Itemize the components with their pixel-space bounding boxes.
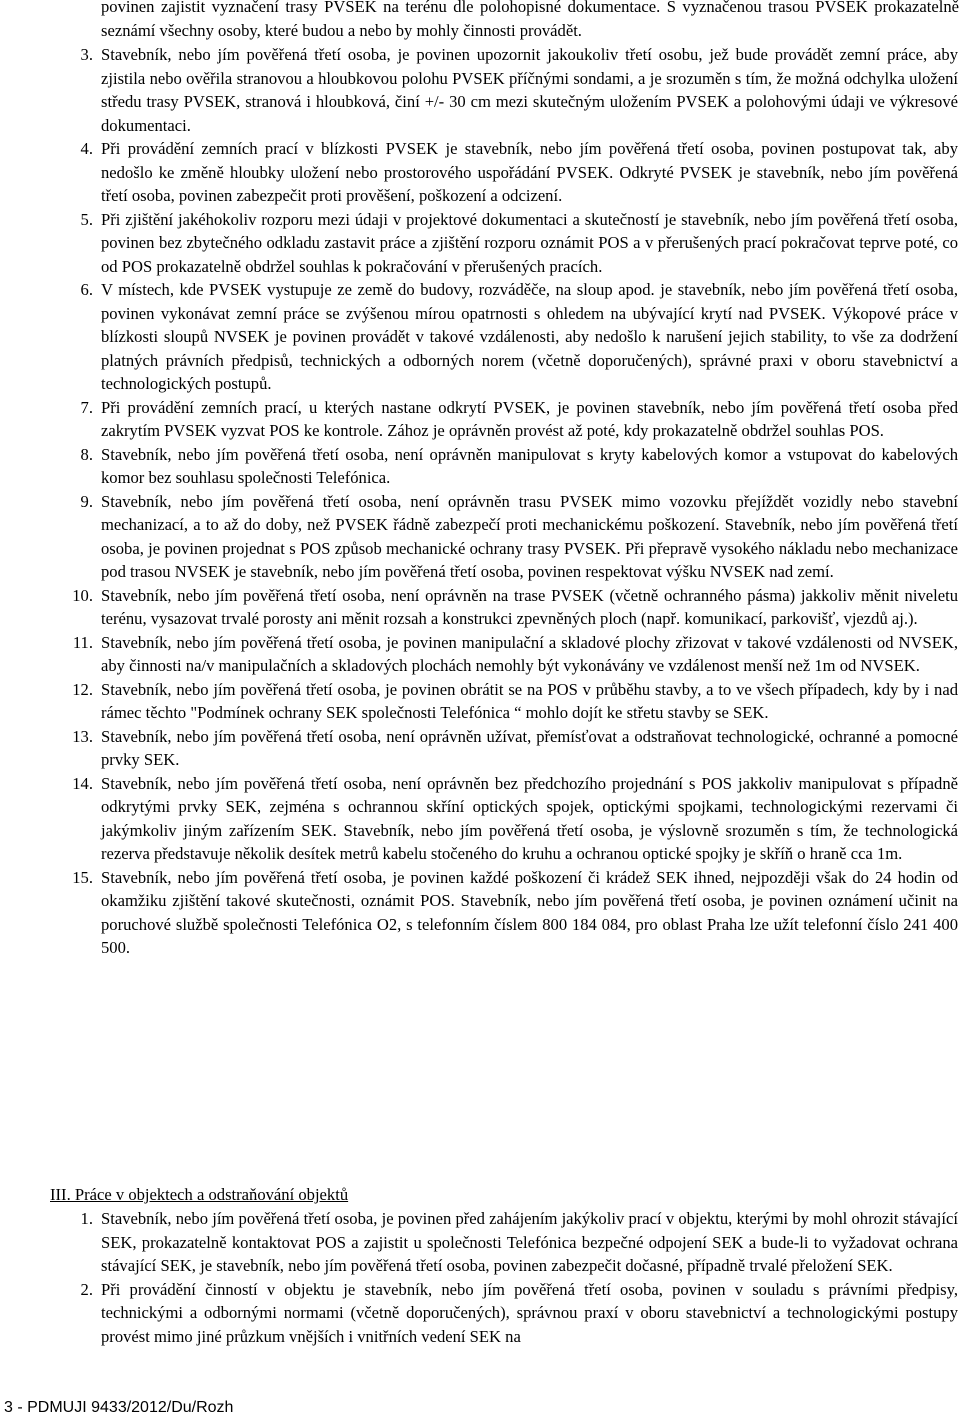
- list-item: [0, 1207, 958, 1278]
- list-item: [0, 1278, 958, 1349]
- list-item-number: 8.: [80, 444, 93, 464]
- list-item: [0, 866, 958, 960]
- list-item: [0, 396, 958, 443]
- list-item: [0, 631, 958, 678]
- list-item-text: V místech, kde PVSEK vystupuje ze země do budovy, rozváděče, na sloup apod. je stavebník, nebo jím pověřená třetí osoba, povinen vykonávat zemní práce se zvýšenou mírou opatrnosti s ohledem na ubývající krytí nad PVSEK. Výkopové práce v blízkosti sloupů NVSEK je povinen provádět v takové vzdálenosti, aby nedošlo k narušení jejich stability, to vše za dodržení platných právních předpisů, technických a odborných norem (včetně doporučených), správné praxi v oboru stavebnictví a technologických postupů.: [101, 280, 958, 393]
- list-item-text: Stavebník, nebo jím pověřená třetí osoba, je povinen každé poškození či krádež SEK ihned, nejpozději však do 24 hodin od okamžiku zjištění takové skutečnosti, oznámit POS. Stavebník, nebo jím pověřená třetí osoba, je povinen oznámení učinit na poruchové službě společnosti Telefónica O2, s telefonním číslem 800 184 084, pro oblast Praha lze užít telefonní číslo 241 400 500.: [101, 867, 958, 957]
- list-item-text: Při provádění zemních prací, u kterých nastane odkrytí PVSEK, je povinen stavebník, nebo jím pověřená třetí osoba před zakrytím PVSEK vyzvat POS ke kontrole. Zához je oprávněn provést až poté, kdy prokazatelně obdržel souhlas POS.: [101, 397, 958, 440]
- list-item: [0, 208, 958, 279]
- list-item-text: Stavebník, nebo jím pověřená třetí osoba, je povinen před zahájením jakýkoliv prací v objektu, kterými by mohl ohrozit stávající SEK, prokazatelně kontaktovat POS a zajistit u společnosti Telefónica bezpečné odpojení SEK a bude-li to vyžadovat ochrana stávající SEK, je stavebník, nebo jím pověřená třetí osoba, povinen zabezpečit dočasné, případně trvalé přeložení SEK.: [101, 1209, 958, 1275]
- list-item: [0, 137, 958, 208]
- list-item-text: Stavebník, nebo jím pověřená třetí osoba, je povinen obrátit se na POS v průběhu stavby, a to ve všech případech, kdy by i nad rámec těchto "Podmínek ochrany SEK společnosti Telefónica “ mohlo dojít ke střetu stavby se SEK.: [101, 679, 958, 722]
- list-item-text: Stavebník, nebo jím pověřená třetí osoba, není oprávněn na trase PVSEK (včetně ochranného pásma) jakkoliv měnit niveletu terénu, vysazovat trvalé porosty ani měnit rozsah a konstrukci zpevněných ploch (např. komunikací, parkovišť, vjezdů aj.).: [101, 585, 958, 628]
- list-item: [0, 725, 958, 772]
- list-item-number: 2.: [80, 1279, 93, 1299]
- list-item-text: Stavebník, nebo jím pověřená třetí osoba, je povinen upozornit jakoukoliv třetí osobu, jež bude provádět zemní práce, aby zjistila nebo ověřila stranovou a hloubkovou polohu PVSEK příčnými sondami, a je srozuměn s tím, že možná odchylka uložení středu trasy PVSEK, stranová i hloubková, činí +/- 30 cm mezi skutečným uložením PVSEK a polohovými údaji ve výkresové dokumentaci.: [101, 45, 958, 135]
- list-item: [0, 678, 958, 725]
- list-item-number: 13.: [72, 726, 93, 746]
- list-item-number: 10.: [72, 585, 93, 605]
- list-item: [0, 443, 958, 490]
- list-item-text: Stavebník, nebo jím pověřená třetí osoba, není oprávněn užívat, přemísťovat a odstraňovat technologické, ochranné a pomocné prvky SEK.: [101, 726, 958, 769]
- list-item-text: Stavebník, nebo jím pověřená třetí osoba, je povinen manipulační a skladové plochy zřizovat v takové vzdálenosti od NVSEK, aby činnosti na/v manipulačních a skladových plochách nemohly být vykonávány ve vzdálenost menší než 1m od NVSEK.: [101, 632, 958, 675]
- section-heading: III. Práce v objektech a odstraňování objektů: [50, 1185, 349, 1204]
- intro-paragraph: povinen zajistit vyznačení trasy PVSEK na terénu dle polohopisné dokumentace. S vyznačenou trasou PVSEK prokazatelně seznámí všechny osoby, které budou a nebo by mohly činnosti provádět.: [101, 0, 959, 40]
- list-item: [0, 490, 958, 584]
- list-item-number: 15.: [72, 867, 93, 887]
- list-item-text: Při provádění zemních prací v blízkosti PVSEK je stavebník, nebo jím pověřená třetí osoba, povinen postupovat tak, aby nedošlo ke změně hloubky uložení nebo prostorového uspořádání PVSEK. Odkryté PVSEK je stavebník, nebo jím pověřená třetí osoba, povinen zabezpečit proti prověšení, poškození a odcizení.: [101, 139, 958, 205]
- list-item-text: Při zjištění jakéhokoliv rozporu mezi údaji v projektové dokumentaci a skutečností je stavebník, nebo jím pověřená třetí osoba, povinen bez zbytečného odkladu zastavit práce a zjištění rozporu oznámit POS a v přerušených prací pokračovat teprve poté, co od POS prokazatelně obdržel souhlas k pokračování v přerušených pracích.: [101, 209, 958, 276]
- list-item: [0, 43, 958, 137]
- list-item-text: Stavebník, nebo jím pověřená třetí osoba, není oprávněn manipulovat s kryty kabelových komor a vstupovat do kabelových komor bez souhlasu společnosti Telefónica.: [101, 444, 958, 487]
- list-item-number: 11.: [72, 632, 93, 652]
- list-item-number: 14.: [72, 773, 93, 793]
- list-item-text: Stavebník, nebo jím pověřená třetí osoba, není oprávněn trasu PVSEK mimo vozovku přejíždět vozidly nebo stavební mechanizací, a to až do doby, než PVSEK řádně zabezpečí proti mechanickému poškození. Stavebník, nebo jím pověřená třetí osoba, je povinen projednat s POS způsob mechanické ochrany trasy PVSEK. Při přepravě vysokého nákladu nebo mechanizace pod trasou NVSEK je stavebník, nebo jím pověřená třetí osoba, povinen respektovat výšku NVSEK nad zemí.: [101, 491, 958, 581]
- page-footer: 3 - PDMUJI 9433/2012/Du/Rozh: [4, 1399, 234, 1416]
- list-item: [0, 278, 958, 396]
- list-item-number: 9.: [80, 491, 93, 511]
- list-item-number: 4.: [80, 139, 93, 158]
- list-item-text: Stavebník, nebo jím pověřená třetí osoba, není oprávněn bez předchozího projednání s POS jakkoliv manipulovat s případně odkrytými prvky SEK, zejména s ochrannou skříní optických spojek, optickými spojkami, technologickými rezervami či jakýmkoliv jiným zařízením SEK. Stavebník, nebo jím pověřená třetí osoba, je výslovně srozuměn s tím, že technologická rezerva představuje několik desítek metrů kabelu stočeného do kruhu a ochranou optické spojky je skříň o hraně cca 1m.: [101, 773, 958, 863]
- list-item-text: Při provádění činností v objektu je stavebník, nebo jím pověřená třetí osoba, povinen v souladu s právními předpisy, technickými a odbornými normami (včetně doporučených), správnou praxí v oboru stavebnictví a technologickými postupy provést mimo jiné průzkum vnějších i vnitřních vedení SEK na: [101, 1279, 958, 1346]
- section-numbered-list: [0, 1207, 958, 1348]
- list-item-number: 3.: [80, 45, 93, 64]
- list-item-number: 5.: [80, 209, 93, 229]
- list-item: [0, 584, 958, 631]
- list-item-number: 1.: [80, 1209, 93, 1228]
- list-item-number: 12.: [72, 679, 93, 699]
- numbered-list: [0, 43, 958, 960]
- list-item-number: 7.: [80, 397, 93, 417]
- list-item-number: 6.: [80, 280, 93, 299]
- list-item: [0, 772, 958, 866]
